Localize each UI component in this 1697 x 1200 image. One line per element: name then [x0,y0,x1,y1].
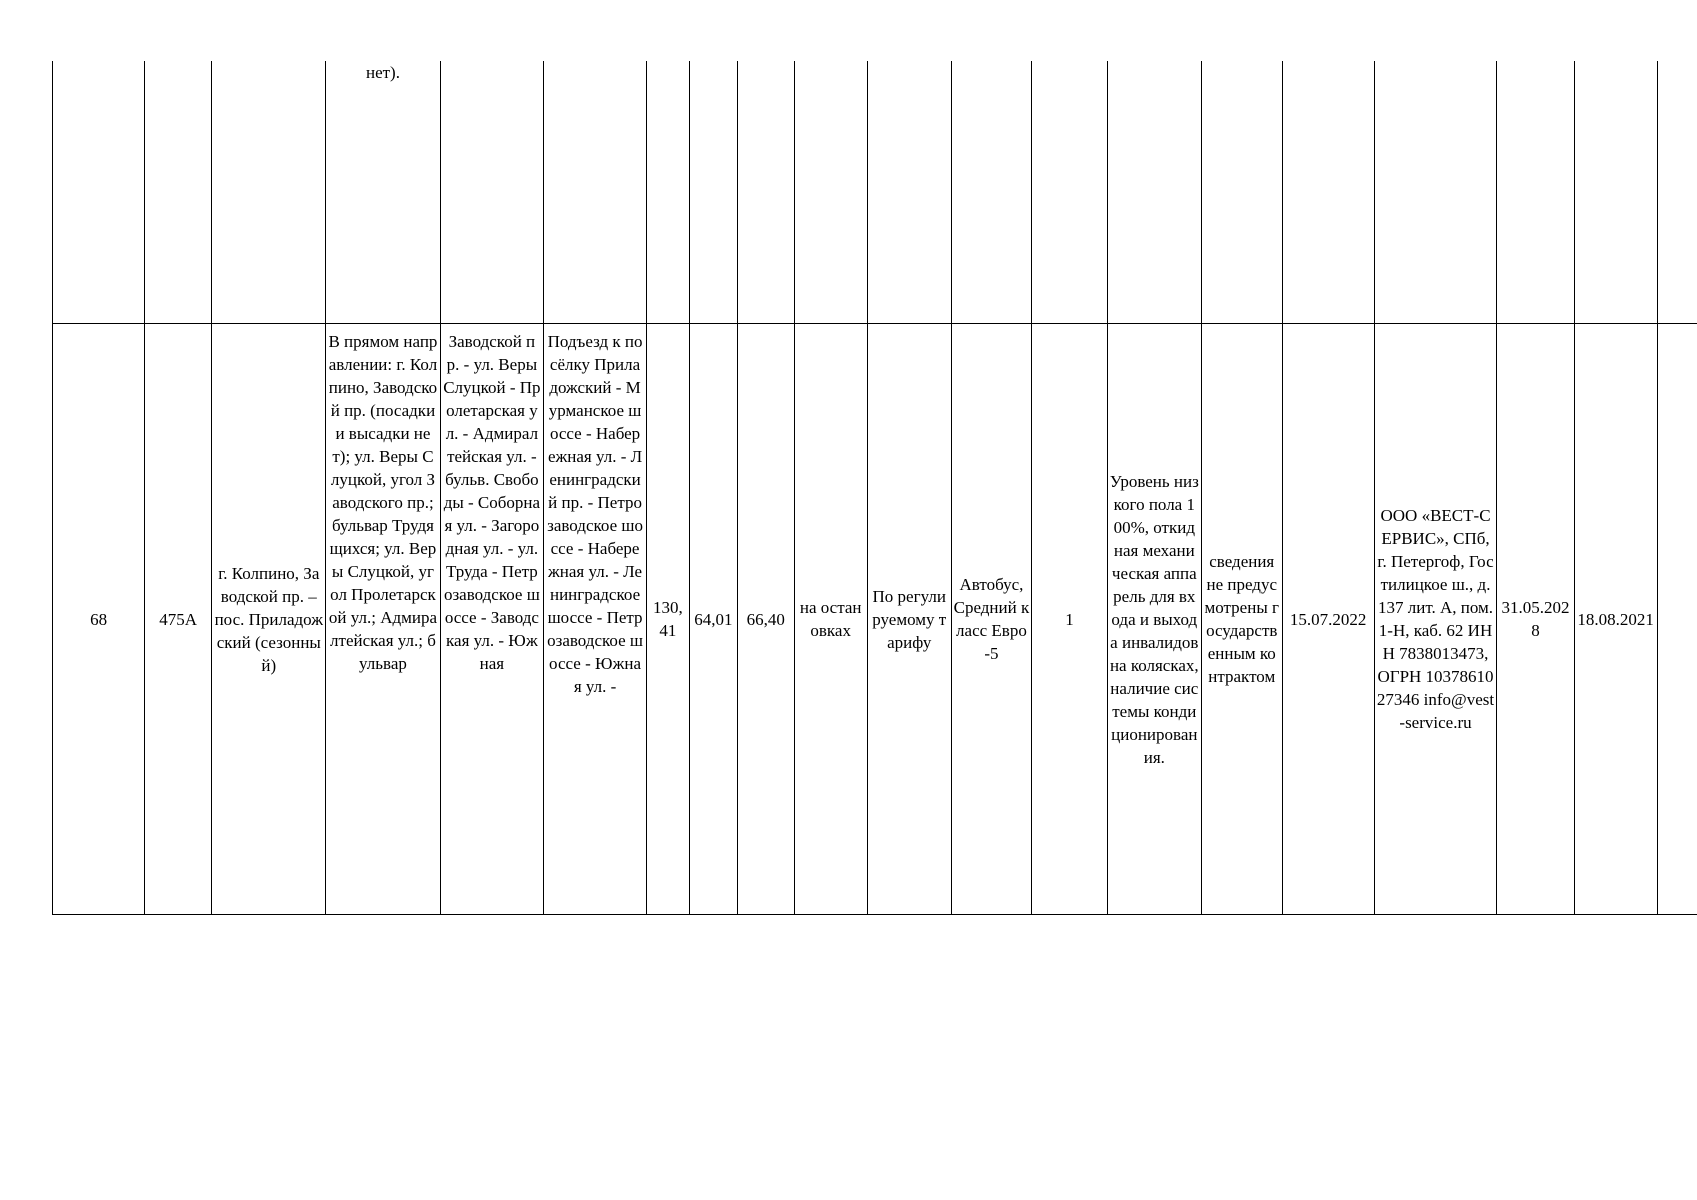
cell [689,61,737,324]
stops-cell [326,324,440,915]
routes-table [52,61,1697,915]
cell [867,61,951,324]
cell [212,61,326,324]
vehicle-cell [951,324,1032,915]
cell [53,61,145,324]
streets-detail-cell [544,324,647,915]
length-total-cell [646,324,689,915]
vehicle-features: Уровень низкого пола 100%, откидная механическая аппарель для входа и выхода инвалидов на колясках, наличие системы кондиционирования. [1109,471,1199,767]
cell [1107,61,1201,324]
start-date-cell [1282,324,1374,915]
continuation-text: нет). [365,63,400,82]
length-backward-cell [737,324,794,915]
start-date: 15.07.2022 [1289,609,1367,629]
cell [1374,61,1497,324]
cell [1032,61,1107,324]
carrier-cell [1374,324,1497,915]
tariff: По регулируемому тарифу [872,586,947,652]
route-name-cell [212,324,326,915]
contract-info-cell [1201,324,1282,915]
cell [1657,61,1697,324]
tariff-cell [867,324,951,915]
cell [794,61,867,324]
vehicle-features-cell [1107,324,1201,915]
continuation-row [53,61,1697,324]
carrier: ООО «ВЕСТ-СЕРВИС», СПб, г. Петергоф, Гостилицкое ш., д. 137 лит. А, пом. 1-Н, каб. 62 ИНН 7838013473, ОГРН 1037861027346 info@vest-service.ru [1376,506,1495,732]
length-total: 130,41 [652,598,683,640]
streets-detail: Подъезд к посёлку Приладожский - Мурманское шоссе - Набережная ул. - Ленинградский пр. - Петрозаводское шоссе - Набережная ул. - Ленинградское шоссе - Петрозаводское шоссе - Южная ул. - [547,332,643,696]
streets-forward-cell [440,324,544,915]
length-backward: 66,40 [746,609,785,629]
cell [1201,61,1282,324]
cell [737,61,794,324]
vehicle: Автобус, Средний класс Евро-5 [953,575,1030,663]
continuation-stops-cell [326,61,440,324]
length-forward: 64,01 [694,609,733,629]
boarding-order: на остановках [799,598,862,640]
cell [646,61,689,324]
end-date-cell [1497,324,1575,915]
cell [1574,61,1657,324]
route-number-cell [145,324,212,915]
table-row [53,324,1697,915]
boarding-order-cell [794,324,867,915]
cell [951,61,1032,324]
streets-forward: Заводской пр. - ул. Веры Слуцкой - Пролетарская ул. - Адмиралтейская ул. - бульв. Свободы - Соборная ул. - Загородная ул. - ул. Труда - Петрозаводское шоссе - Заводская ул. - Южная [443,332,541,673]
extra-cell [1657,324,1697,915]
end-date: 31.05.2028 [1501,598,1570,640]
cell [440,61,544,324]
issue-date: 18.08.2021 [1577,609,1654,629]
length-forward-cell [689,324,737,915]
row-number: 68 [90,609,108,629]
issue-date-cell [1574,324,1657,915]
stops-text: В прямом направлении: г. Колпино, Заводской пр. (посадки и высадки нет); ул. Веры Слуцкой, угол Заводского пр.; бульвар Трудящихся; ул. Веры Слуцкой, угол Пролетарской ул.; Адмиралтейская ул.; бульвар [328,332,438,673]
cell [145,61,212,324]
cell [1282,61,1374,324]
row-number-cell [53,324,145,915]
cell [544,61,647,324]
vehicle-count: 1 [1065,609,1074,629]
vehicle-count-cell [1032,324,1107,915]
route-name: г. Колпино, Заводской пр. – пос. Приладожский (сезонный) [214,563,324,675]
route-number: 475А [159,609,198,629]
contract-info: сведения не предусмотрены государственным контрактом [1204,552,1279,686]
cell [1497,61,1575,324]
